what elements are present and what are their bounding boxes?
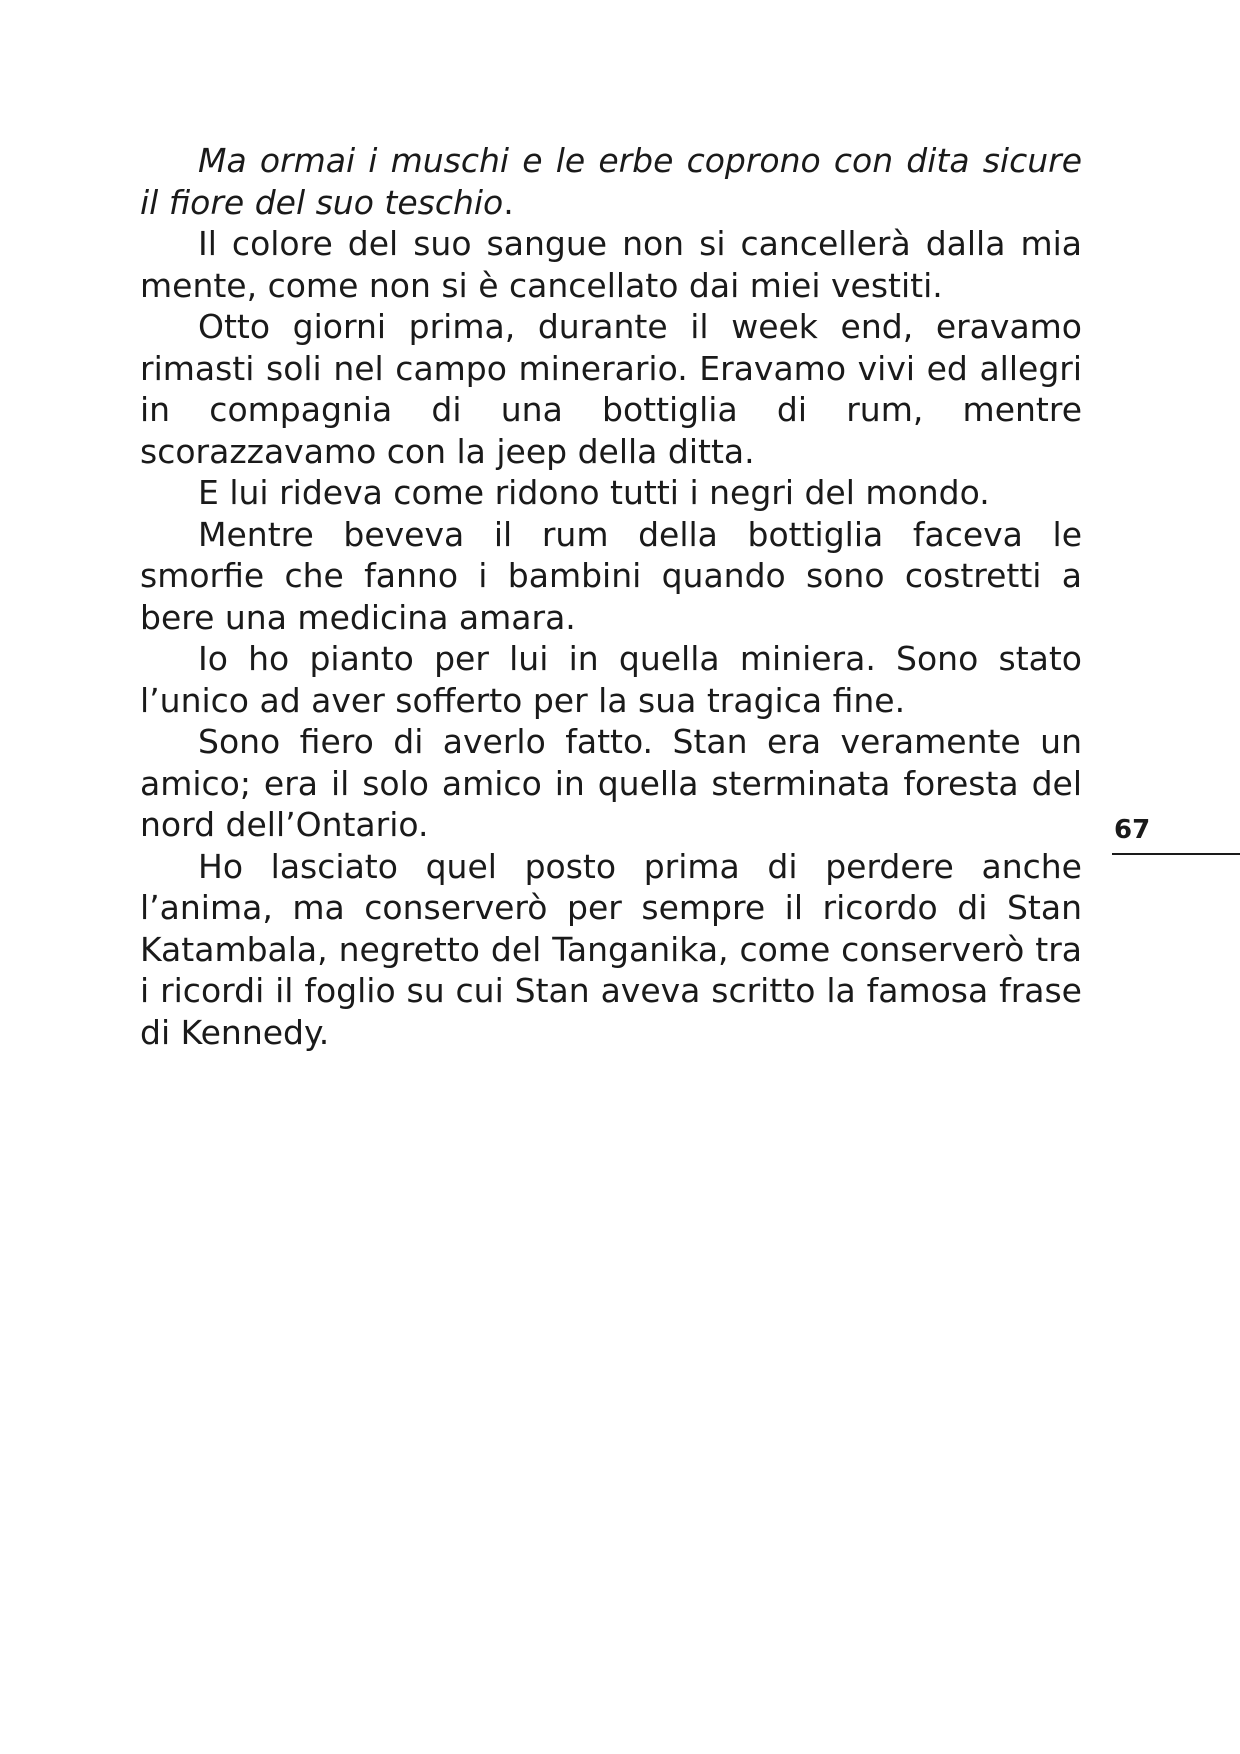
paragraph-8: Ho lasciato quel posto prima di perdere anche l’anima, ma conserverò per sempre il ricordo di Stan Katambala, negretto del Tanganika, come conserverò tra i ricordi il foglio su cui Stan aveva scritto la famosa frase di Kennedy.	[140, 846, 1082, 1052]
paragraph-3: Otto giorni prima, durante il week end, eravamo rimasti soli nel campo minerario. Eravamo vivi ed allegri in compagnia di una bottiglia di rum, mentre scorazzavamo con la jeep della ditta.	[140, 307, 1082, 471]
paragraph-6: Io ho pianto per lui in quella miniera. Sono stato l’unico ad aver sofferto per la sua tragica fine.	[140, 639, 1082, 720]
body-text	[140, 140, 1082, 1053]
page-number-rule	[1112, 853, 1240, 855]
paragraph-1	[140, 140, 1082, 223]
paragraph-2: Il colore del suo sangue non si cancellerà dalla mia mente, come non si è cancellato dai miei vestiti.	[140, 224, 1082, 305]
paragraph-5: Mentre beveva il rum della bottiglia faceva le smorfie che fanno i bambini quando sono costretti a bere una medicina amara.	[140, 514, 1082, 637]
italic-quote: Ma ormai i muschi e le erbe coprono con dita sicure il fiore del suo teschio	[140, 141, 1082, 222]
quote-period: .	[503, 182, 514, 222]
page-number: 67	[1114, 815, 1151, 845]
paragraph-7: Sono fiero di averlo fatto. Stan era veramente un amico; era il solo amico in quella sterminata foresta del nord dell’Ontario.	[140, 722, 1082, 844]
paragraph-4: E lui rideva come ridono tutti i negri del mondo.	[198, 473, 990, 512]
